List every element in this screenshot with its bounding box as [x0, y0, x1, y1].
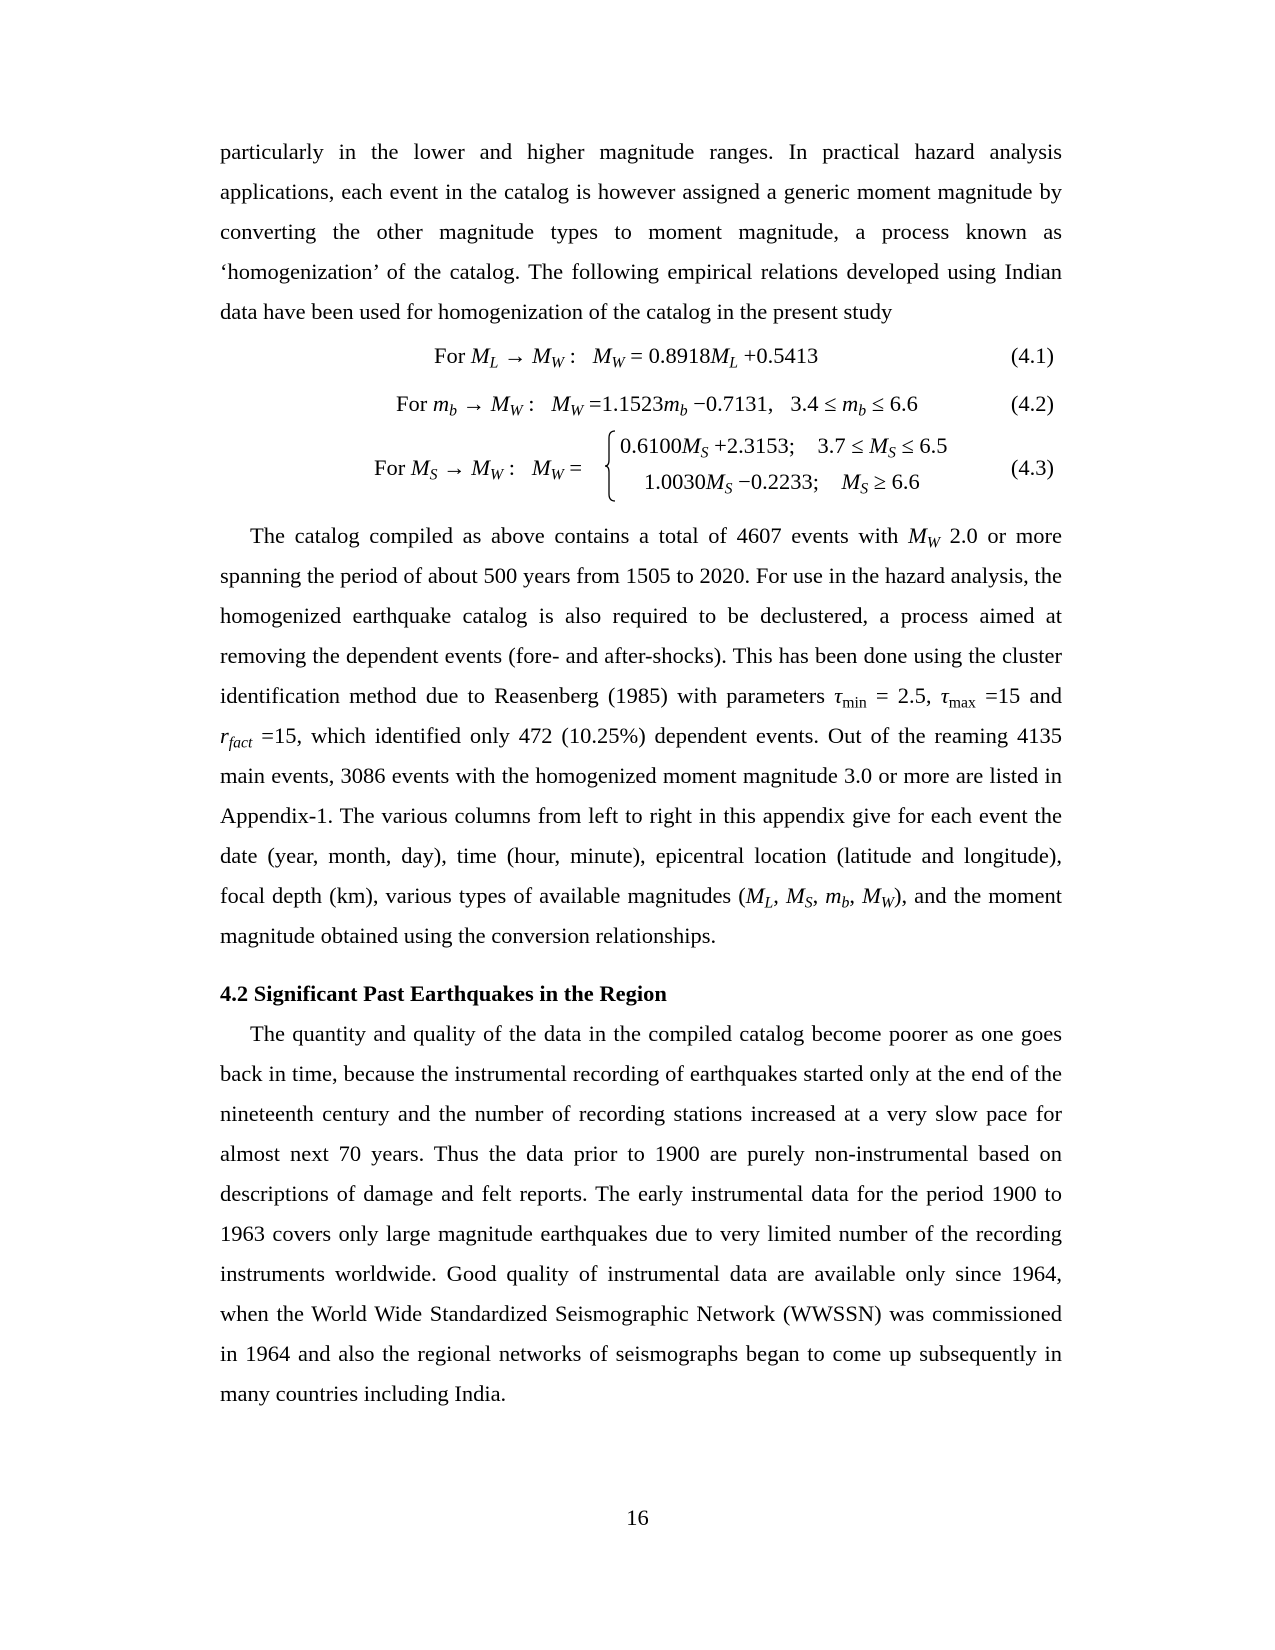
section-heading: 4.2 Significant Past Earthquakes in the Region — [220, 981, 667, 1006]
equation-4-3-case-1: $0.6100M_S +2.3153$; $3.7 \le M_S \le 6.5$ — [620, 433, 948, 462]
paragraph-catalog: The catalog compiled as above contains a total of 4607 events with $M_W$ 2.0 or more spanning the period of about 500 years from 1505 to 2020. For use in the hazard analysis, the homogenized earthquake catalog is also required to be declustered, a process aimed at removing the dependent events (fore- and after-shocks). This has been done using the cluster identification method due to Reasenberg (1985) with parameters $\tau_{min} = 2.5$, $\tau_{max} =15$ and $r_{fact} =15$, which identified only 472 (10.25%) dependent events. Out of the reaming 4135 main events, 3086 events with the homogenized moment magnitude 3.0 or more are listed in Appendix-1. The various columns from left to right in this appendix give for each event the date (year, month, day), time (hour, minute), epicentral location (latitude and longitude), focal depth (km), various types of available magnitudes ($M_L$, $M_S$, $m_b$, $M_W$), and the moment magnitude obtained using the conversion relationships. — [220, 523, 1063, 948]
equation-4-3-lhs: For $M_S \to M_W$ : $M_W$ = — [374, 455, 583, 484]
page-number: 16 — [626, 1505, 649, 1530]
tau-min-param: $\tau_{min} = 2.5$, — [834, 683, 932, 712]
equation-4-3-case-2: $1.0030M_S -0.2233$; $M_S \ge 6.6$ — [644, 469, 920, 498]
equation-number-4-2: (4.2) — [1010, 391, 1054, 416]
equation-number-4-1: (4.1) — [1010, 343, 1054, 368]
r-fact-param: $r_{fact} =15$, — [220, 723, 303, 752]
equation-4-3 — [220, 428, 1062, 512]
equation-4-1-body: For $M_L \to M_W$ : $M_W = 0.8918M_L +0.5413$ — [434, 343, 819, 372]
left-brace-icon — [604, 430, 616, 502]
equation-4-2 — [220, 380, 1062, 428]
page-content — [220, 132, 1062, 1414]
paragraph-intro: particularly in the lower and higher magnitude ranges. In practical hazard analysis applications, each event in the catalog is however assigned a generic moment magnitude by converting the other magnitude types to moment magnitude, a process known as ‘homogenization’ of the catalog. The following empirical relations developed using Indian data have been used for homogenization of the catalog in the present study — [220, 139, 1062, 324]
paragraph-data-quality: The quantity and quality of the data in the compiled catalog become poorer as one goes back in time, because the instrumental recording of earthquakes started only at the end of the nineteenth century and the number of recording stations increased at a very slow pace for almost next 70 years. Thus the data prior to 1900 are purely non-instrumental based on descriptions of damage and felt reports. The early instrumental data for the period 1900 to 1963 covers only large magnitude earthquakes due to very limited number of the recording instruments worldwide. Good quality of instrumental data are available only since 1964, when the World Wide Standardized Seismographic Network (WWSSN) was commissioned in 1964 and also the regional networks of seismographs began to come up subsequently in many countries including India. — [220, 1021, 1062, 1406]
equation-4-1 — [220, 332, 1062, 380]
tau-max-param: $\tau_{max} =15$ — [940, 683, 1021, 712]
equation-4-2-body: For $m_b \to M_W$ : $M_W =1.1523m_b -0.7131$, $3.4 \le m_b \le 6.6$ — [396, 391, 918, 420]
equation-number-4-3: (4.3) — [1010, 455, 1054, 480]
